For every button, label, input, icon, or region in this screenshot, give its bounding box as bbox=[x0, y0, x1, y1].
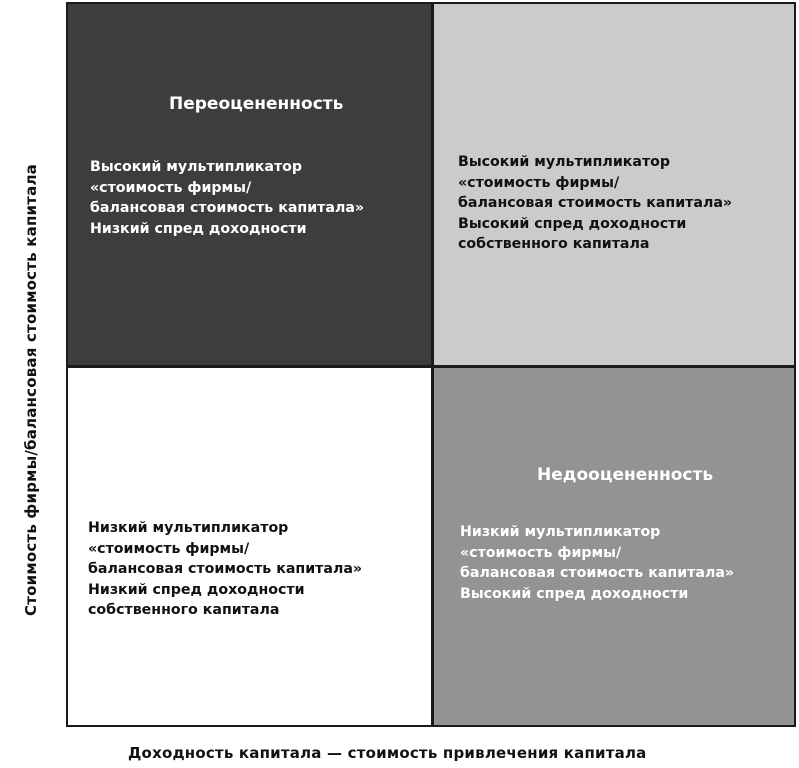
description-line: «стоимость фирмы/ bbox=[88, 540, 250, 557]
y-axis-label: Стоимость фирмы/балансовая стоимость капитала bbox=[22, 164, 40, 616]
description-line: балансовая стоимость капитала» bbox=[458, 195, 733, 211]
quadrant-description bbox=[458, 152, 732, 255]
quadrant-title-overvalued: Переоцененность bbox=[169, 94, 344, 114]
description-line: балансовая стоимость капитала» bbox=[88, 561, 363, 577]
description-line: «стоимость фирмы/ bbox=[460, 544, 622, 561]
description-line: Высокий спред доходности bbox=[460, 585, 689, 602]
description-line: собственного капитала bbox=[458, 236, 650, 252]
description-line: балансовая стоимость капитала» bbox=[90, 200, 365, 216]
description-line: Высокий мультипликатор bbox=[90, 159, 303, 175]
quadrant-description bbox=[88, 518, 362, 621]
description-line: «стоимость фирмы/ bbox=[458, 174, 620, 191]
quadrant-title-undervalued: Недооцененность bbox=[537, 465, 714, 485]
quadrant-top-right bbox=[434, 4, 794, 365]
quadrant-description bbox=[90, 157, 364, 239]
quadrant-overvalued bbox=[68, 4, 431, 365]
quadrant-undervalued bbox=[434, 368, 794, 725]
description-line: Высокий спред доходности bbox=[458, 215, 687, 232]
quadrant-description bbox=[460, 522, 734, 604]
description-line: собственного капитала bbox=[88, 602, 280, 618]
description-line: Низкий мультипликатор bbox=[88, 520, 289, 536]
description-line: Высокий мультипликатор bbox=[458, 154, 671, 170]
description-line: балансовая стоимость капитала» bbox=[460, 565, 735, 581]
description-line: Низкий спред доходности bbox=[90, 220, 307, 237]
description-line: Низкий спред доходности bbox=[88, 581, 305, 598]
valuation-matrix bbox=[66, 2, 796, 727]
x-axis-label: Доходность капитала — стоимость привлечения капитала bbox=[128, 744, 647, 762]
description-line: Низкий мультипликатор bbox=[460, 524, 661, 540]
description-line: «стоимость фирмы/ bbox=[90, 179, 252, 196]
quadrant-bottom-left bbox=[68, 368, 431, 725]
